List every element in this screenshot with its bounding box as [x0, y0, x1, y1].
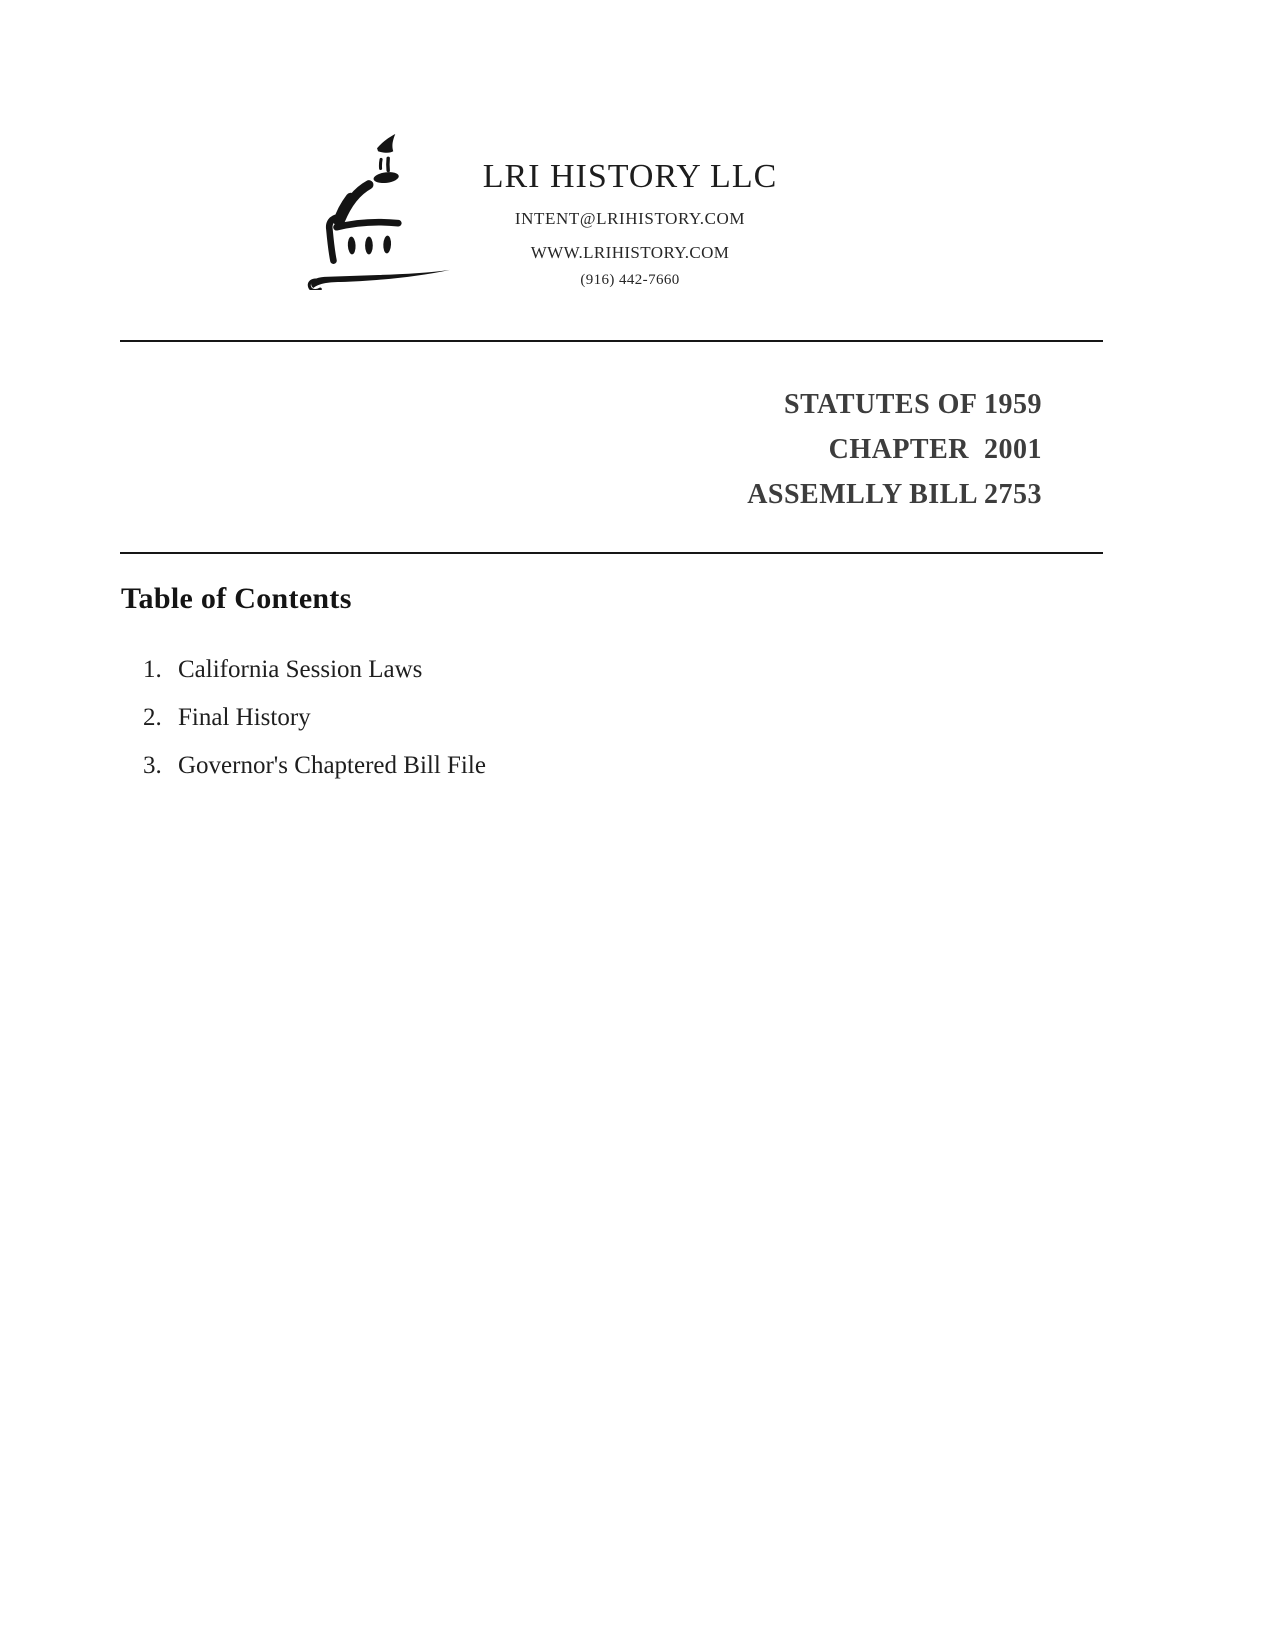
toc-item	[143, 655, 486, 685]
divider-bottom	[120, 552, 1103, 554]
company-website: WWW.LRIHISTORY.COM	[530, 243, 730, 262]
toc-item-number: 2.	[143, 704, 162, 731]
statute-reference-block	[747, 382, 1042, 517]
company-email: INTENT@LRIHISTORY.COM	[514, 209, 746, 228]
toc-item-number: 3.	[143, 752, 162, 779]
toc-item	[143, 703, 486, 733]
toc-item-number: 1.	[143, 656, 162, 683]
toc-item-label: California Session Laws	[178, 656, 423, 683]
company-name: LRI HISTORY LLC	[482, 158, 778, 195]
company-phone: (916) 442-7660	[580, 272, 680, 288]
toc-item-label: Final History	[178, 704, 311, 731]
toc-list	[143, 655, 486, 781]
toc-heading: Table of Contents	[121, 582, 352, 615]
assembly-bill-line: ASSEMLLY BILL 2753	[747, 479, 1042, 510]
toc-item	[143, 751, 486, 781]
capitol-dome-icon	[298, 126, 450, 290]
chapter-line: CHAPTER 2001	[828, 434, 1042, 465]
divider-top	[120, 340, 1103, 342]
toc-item-label: Governor's Chaptered Bill File	[178, 752, 486, 779]
statutes-line: STATUTES OF 1959	[784, 389, 1042, 420]
